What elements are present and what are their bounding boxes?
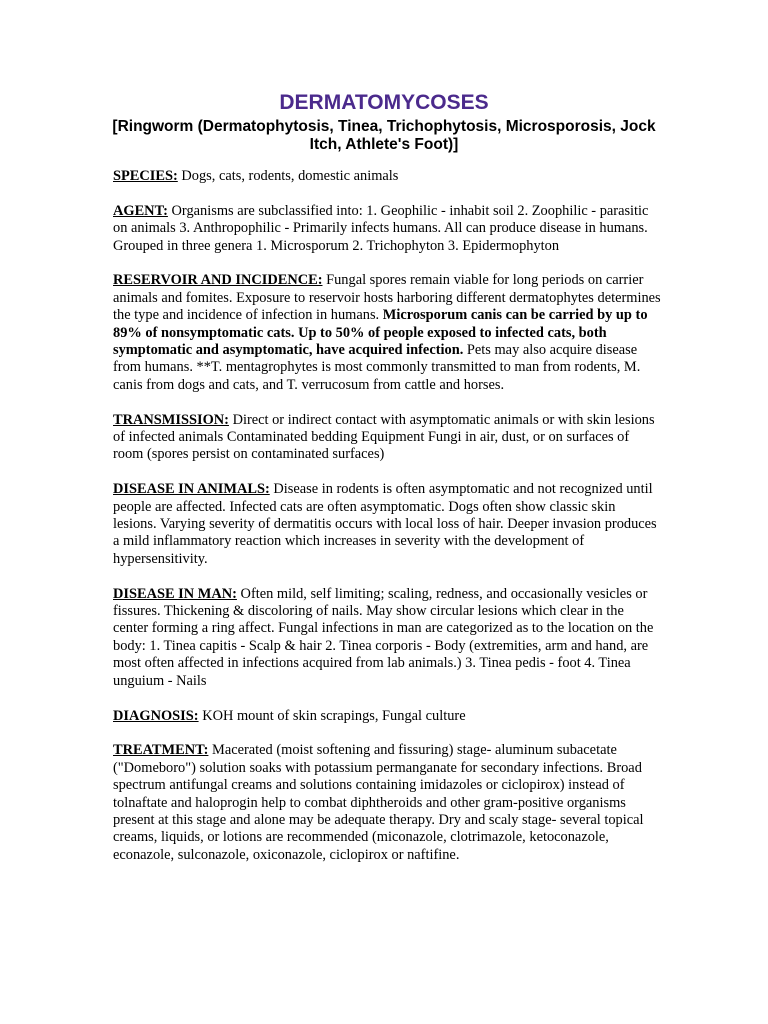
document-subtitle: [Ringworm (Dermatophytosis, Tinea, Trichophytosis, Microsporosis, Jock Itch, Athlete's Foot)]	[112, 118, 656, 153]
section-heading: TRANSMISSION:	[113, 411, 229, 428]
section-treatment	[113, 742, 661, 864]
section-text: Disease in rodents is often asymptomatic and not recognized until people are affected. Infected cats are often asymptomatic. Dogs often show classic skin lesions. Varying severity of dermatitis occurs with local loss of hair. Deeper invasion produces a mild inflammatory reaction which increases in severity with the development of hypersensitivity.	[113, 481, 657, 567]
section-heading: DISEASE IN MAN:	[113, 585, 237, 602]
section-heading: SPECIES:	[113, 168, 178, 184]
section-bold-text: Microsporum canis can be carried by up to 89% of nonsymptomatic cats. Up to 50% of people exposed to infected cats, both symptomatic and asymptomatic, have acquired infection.	[113, 307, 648, 359]
section-disease-in-animals	[113, 481, 661, 568]
section-transmission	[113, 412, 661, 464]
section-agent	[113, 203, 661, 255]
document-body	[113, 168, 661, 882]
section-heading: AGENT:	[113, 202, 168, 219]
section-text: Direct or indirect contact with asymptomatic animals or with skin lesions of infected animals Contaminated bedding Equipment Fungi in air, dust, or on surfaces of room (spores persist on contaminated surfaces)	[113, 411, 655, 463]
section-text: Macerated (moist softening and fissuring) stage- aluminum subacetate ("Domeboro") solution soaks with potassium permanganate for secondary infections. Broad spectrum antifungal creams and solutions containing imidazoles or ciclopirox) instead of tolnaftate and haloprogin help to combat diphtheroids and other gram-positive organisms present at this stage and alone may be adequate therapy. Dry and scaly stage- several topical creams, liquids, or lotions are recommended (miconazole, clotrimazole, ketoconazole, econazole, sulconazole, oxiconazole, ciclopirox or naftifine.	[113, 742, 644, 863]
section-text: Fungal spores remain viable for long periods on carrier animals and fomites. Exposure to reservoir hosts harboring different dermatophytes determines the type and incidence of infection in humans.	[113, 272, 661, 324]
section-reservoir-and-incidence	[113, 272, 661, 394]
section-text: Organisms are subclassified into: 1. Geophilic - inhabit soil 2. Zoophilic - parasitic on animals 3. Anthropophilic - Primarily infects humans. All can produce disease in humans. Grouped in three genera 1. Microsporum 2. Trichophyton 3. Epidermophyton	[113, 202, 649, 254]
section-species	[113, 168, 661, 185]
section-heading: DIAGNOSIS:	[113, 707, 199, 724]
section-diagnosis	[113, 708, 661, 725]
section-heading: TREATMENT:	[113, 742, 209, 759]
section-disease-in-man	[113, 586, 661, 690]
document-title: DERMATOMYCOSES	[279, 91, 489, 114]
section-heading: DISEASE IN ANIMALS:	[113, 481, 270, 498]
section-text: KOH mount of skin scrapings, Fungal culture	[202, 707, 466, 724]
section-heading: RESERVOIR AND INCIDENCE:	[113, 272, 323, 289]
section-text: Pets may also acquire disease from humans. **T. mentagrophytes is most commonly transmitted to man from rodents, M. canis from dogs and cats, and T. verrucosum from cattle and horses.	[113, 342, 641, 393]
section-text: Often mild, self limiting; scaling, redness, and occasionally vesicles or fissures. Thickening & discoloring of nails. May show circular lesions which clear in the center forming a ring affect. Fungal infections in man are categorized as to the location on the body: 1. Tinea capitis - Scalp & hair 2. Tinea corporis - Body (extremities, arm and hand, are most often affected in infections acquired from lab animals.) 3. Tinea pedis - foot 4. Tinea unguium - Nails	[113, 585, 654, 689]
section-text: Dogs, cats, rodents, domestic animals	[181, 168, 399, 184]
